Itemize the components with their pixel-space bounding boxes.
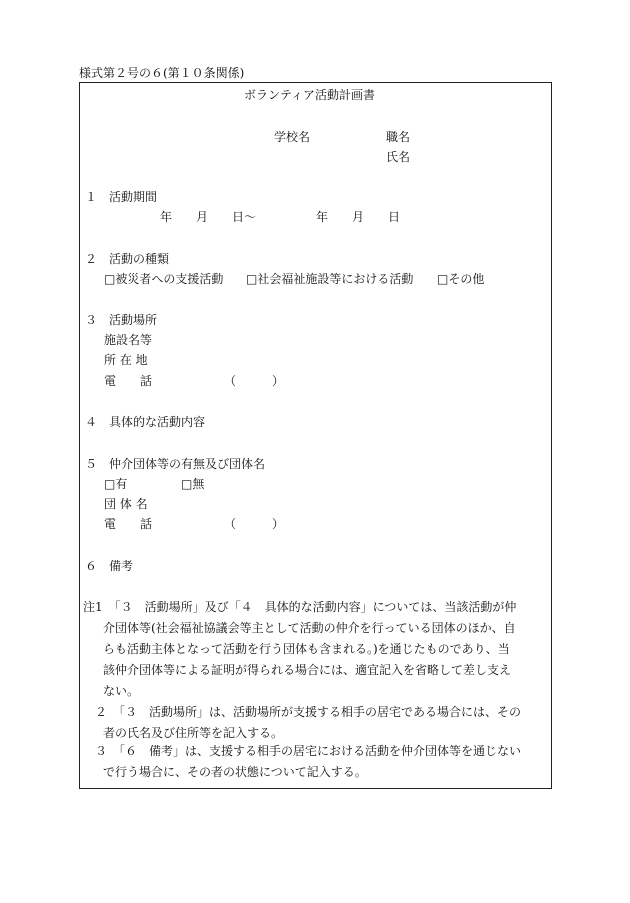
- position-label: 職名: [386, 130, 411, 144]
- section-intermediary-heading: ５ 仲介団体等の有無及び団体名: [85, 457, 266, 471]
- note-1-line: らも活動主体となって活動を行う団体も含まれる。)を通じたものであり、当: [103, 642, 510, 656]
- group-name-label: 団 体 名: [104, 497, 148, 511]
- note-1-line: ない。: [103, 684, 140, 698]
- section-content-heading: ４ 具体的な活動内容: [85, 415, 206, 429]
- place-phone-parens: （ ）: [224, 374, 285, 388]
- note-1-line: 該仲介団体等による証明が得られる場合には、適宜記入を省略して差し支え: [103, 663, 512, 677]
- section-type-heading: ２ 活動の種類: [85, 252, 170, 266]
- section-period-heading: １ 活動期間: [85, 190, 158, 204]
- note-3: [79, 741, 549, 783]
- document-title: ボランティア活動計画書: [244, 88, 376, 102]
- type-option-disaster[interactable]: □被災者への支援活動: [104, 272, 224, 286]
- type-option-other[interactable]: □その他: [437, 272, 485, 286]
- type-option-welfare[interactable]: □社会福祉施設等における活動: [246, 272, 414, 286]
- note-3-line: で行う場合に、その者の状態について記入する。: [103, 765, 367, 779]
- address-label: 所 在 地: [104, 353, 148, 367]
- form-number-label: 様式第２号の６(第１０条関係): [79, 66, 245, 80]
- intermediary-option-yes[interactable]: □有: [104, 477, 128, 491]
- facility-name-label: 施設名等: [104, 333, 153, 347]
- group-phone-parens: （ ）: [224, 517, 285, 531]
- note-2-line: ２ 「３ 活動場所」は、活動場所が支援する相手の居宅である場合には、その: [95, 705, 522, 719]
- note-2-line: 者の氏名及び住所等を記入する。: [103, 726, 284, 740]
- note-1: [79, 597, 549, 702]
- period-date-line: 年 月 日～ 年 月 日: [160, 210, 401, 224]
- note-3-line: ３ 「６ 備考」は、支援する相手の居宅における活動を仲介団体等を通じない: [95, 744, 522, 758]
- note-1-line: 注1 「３ 活動場所」及び「４ 具体的な活動内容」については、当該活動が仲: [83, 600, 517, 614]
- school-name-label: 学校名: [274, 130, 311, 144]
- name-label: 氏名: [386, 150, 411, 164]
- note-1-line: 介団体等(社会福祉協議会等主として活動の仲介を行っている団体のほか、自: [103, 621, 516, 635]
- group-phone-label: 電 話: [104, 517, 153, 531]
- section-remarks-heading: ６ 備考: [85, 559, 134, 573]
- intermediary-option-no[interactable]: □無: [181, 477, 205, 491]
- section-place-heading: ３ 活動場所: [85, 313, 158, 327]
- note-2: [79, 702, 549, 744]
- place-phone-label: 電 話: [104, 374, 153, 388]
